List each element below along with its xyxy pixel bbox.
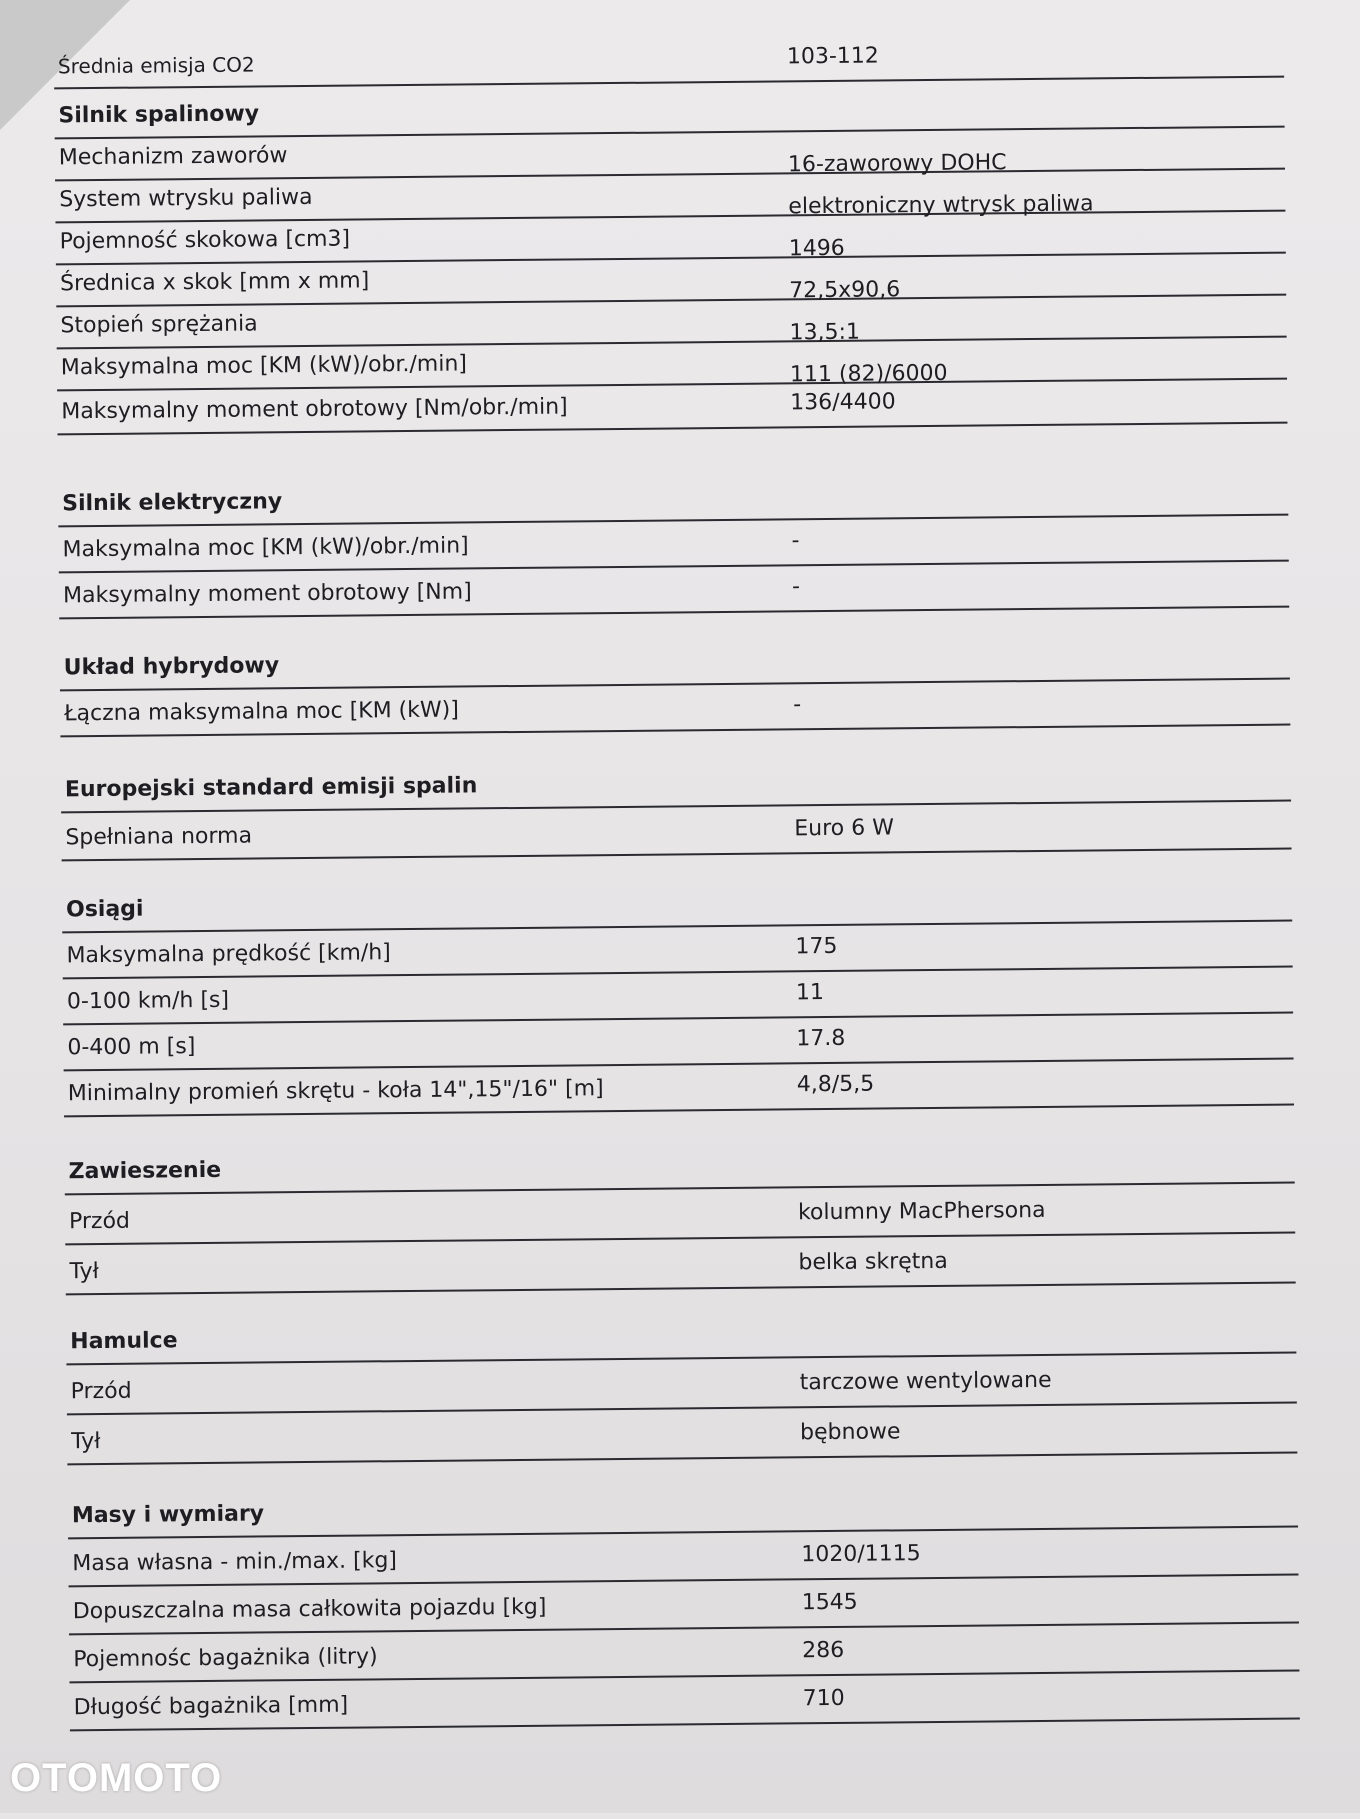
spec-label: Przód xyxy=(70,1378,132,1405)
spec-value: kolumny MacPhersona xyxy=(797,1197,1046,1226)
spec-value: - xyxy=(791,528,800,554)
spec-value: 16-zaworowy DOHC xyxy=(787,150,1007,178)
spec-value: - xyxy=(791,574,801,600)
section-title: Masy i wymiary xyxy=(71,1501,265,1529)
spec-row-co2 xyxy=(54,34,1284,90)
spec-label: Masa własna - min./max. [kg] xyxy=(72,1548,398,1577)
spec-value: tarczowe wentylowane xyxy=(799,1367,1052,1396)
section-title: Silnik elektryczny xyxy=(62,489,283,517)
spec-value: 72,5x90,6 xyxy=(789,277,901,304)
spec-label: Spełniana norma xyxy=(65,823,253,851)
spec-label: Długość bagażnika [mm] xyxy=(73,1692,349,1721)
spec-label: Tył xyxy=(71,1429,101,1455)
spec-value: 1545 xyxy=(801,1589,858,1616)
spec-label: Tył xyxy=(69,1259,99,1285)
spec-value: 710 xyxy=(802,1685,845,1712)
spec-label: Przód xyxy=(68,1208,131,1235)
spec-value: 175 xyxy=(795,933,838,960)
spec-value: 11 xyxy=(795,980,825,1006)
section-title: Hamulce xyxy=(70,1328,178,1355)
spec-value: elektroniczny wtrysk paliwa xyxy=(788,191,1094,220)
section-title: Silnik spalinowy xyxy=(58,101,260,129)
spec-value: 103-112 xyxy=(786,43,879,70)
spec-label: Pojemność skokowa [cm3] xyxy=(59,226,351,255)
spec-label: Maksymalny moment obrotowy [Nm] xyxy=(62,579,472,609)
spec-value: 136/4400 xyxy=(790,389,896,416)
spec-row xyxy=(67,1404,1297,1466)
spec-label: Łączna maksymalna moc [KM (kW)] xyxy=(64,697,459,727)
spec-label: Pojemnośc bagażnika (litry) xyxy=(73,1644,378,1673)
spec-label: Maksymalny moment obrotowy [Nm/obr./min] xyxy=(61,394,568,425)
spec-label: Maksymalna moc [KM (kW)/obr./min] xyxy=(60,351,468,381)
spec-row xyxy=(65,1234,1295,1296)
spec-label: Stopień sprężania xyxy=(60,311,258,339)
spec-value: 111 (82)/6000 xyxy=(789,360,948,388)
spec-label: System wtrysku paliwa xyxy=(59,184,313,213)
spec-label: Średnia emisja CO2 xyxy=(57,52,255,79)
spec-value: belka skrętna xyxy=(798,1248,948,1276)
spec-value: 13,5:1 xyxy=(789,319,861,346)
section-title: Zawieszenie xyxy=(68,1157,222,1185)
spec-value: 17.8 xyxy=(796,1025,846,1052)
section-title: Układ hybrydowy xyxy=(63,653,280,681)
spec-label: 0-400 m [s] xyxy=(67,1034,196,1061)
otomoto-watermark-logo: OTOMOTO xyxy=(10,1756,223,1800)
spec-label: Minimalny promień skrętu - koła 14",15"/16" [m] xyxy=(67,1076,604,1107)
spec-value: Euro 6 W xyxy=(794,815,895,842)
spec-value: 4,8/5,5 xyxy=(796,1071,875,1098)
spec-label: Maksymalna moc [KM (kW)/obr./min] xyxy=(62,533,469,563)
spec-label: Maksymalna prędkość [km/h] xyxy=(66,940,391,969)
section-title: Europejski standard emisji spalin xyxy=(64,773,478,803)
section-title: Osiągi xyxy=(65,896,144,923)
spec-label: Dopuszczalna masa całkowita pojazdu [kg] xyxy=(72,1594,547,1625)
spec-value: 1496 xyxy=(788,235,845,262)
spec-label: Średnica x skok [mm x mm] xyxy=(59,268,370,297)
spec-value: 1020/1115 xyxy=(801,1541,921,1568)
spec-value: 286 xyxy=(802,1637,845,1664)
spec-label: Mechanizm zaworów xyxy=(58,143,288,171)
spec-label: 0-100 km/h [s] xyxy=(66,987,230,1015)
spec-value: bębnowe xyxy=(800,1419,901,1446)
spec-value: - xyxy=(793,692,802,718)
